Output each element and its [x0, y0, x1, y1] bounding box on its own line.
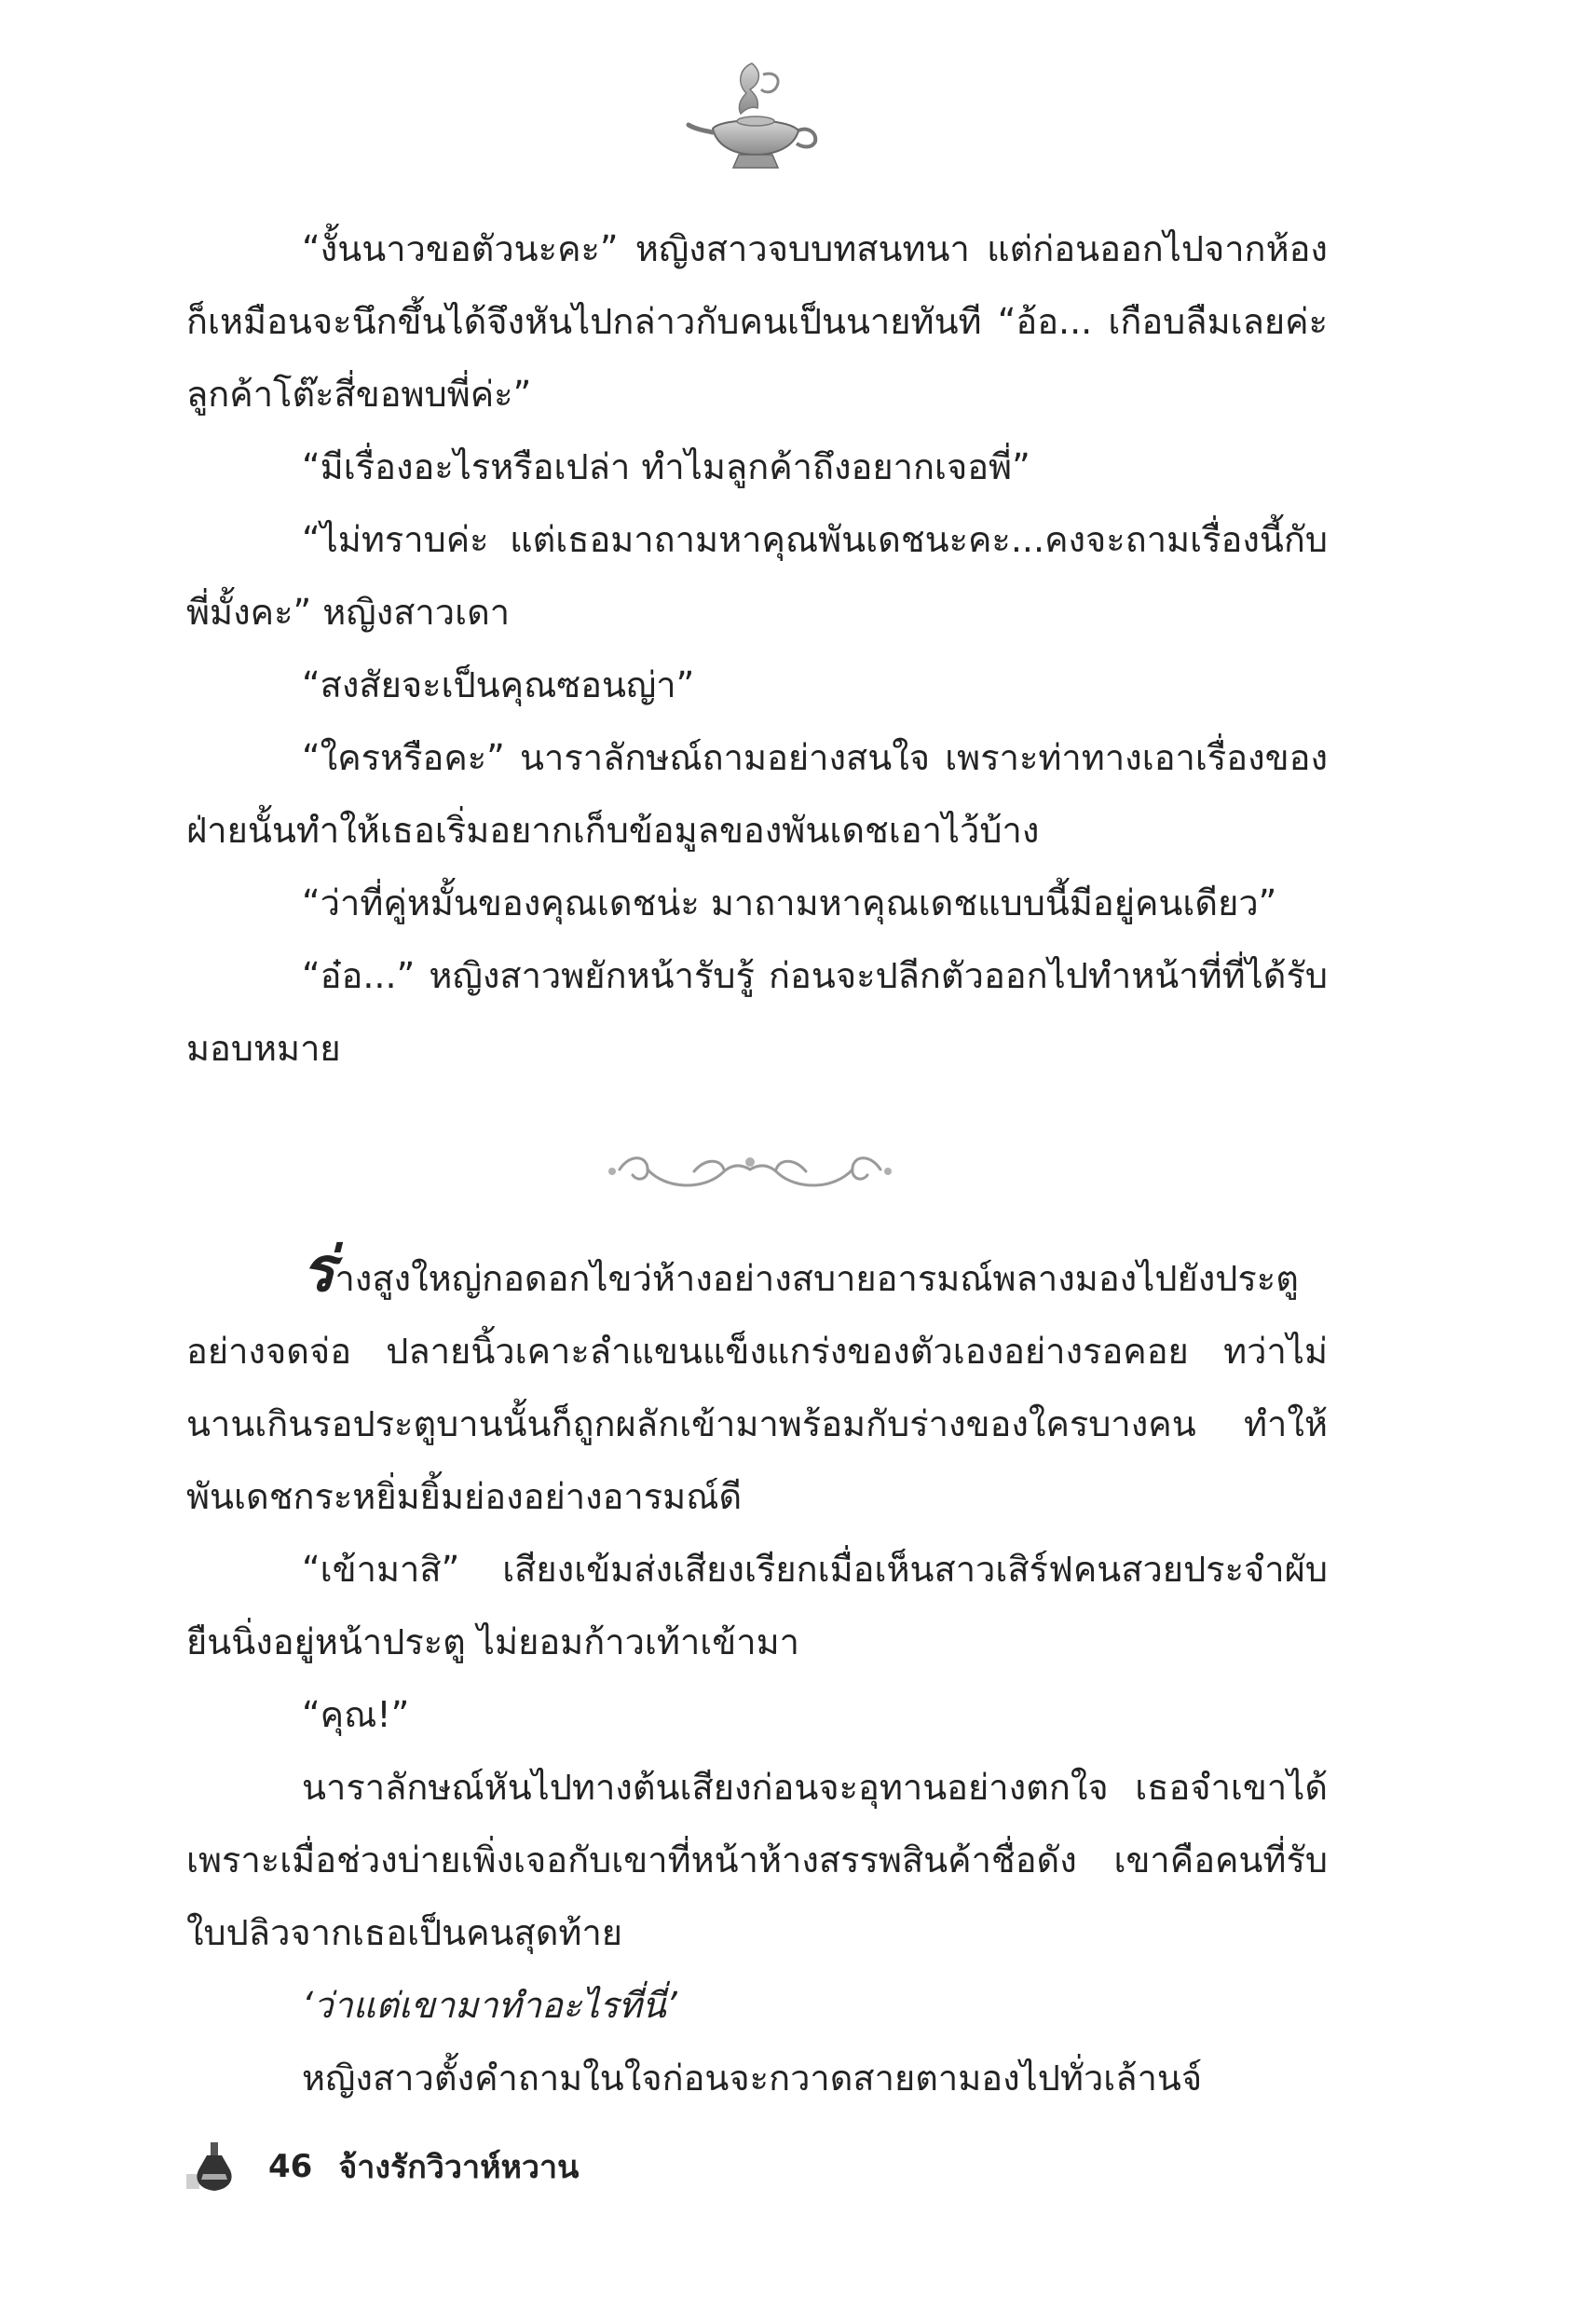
page-footer [186, 2139, 579, 2195]
paragraph-10: “คุณ!” [302, 1694, 410, 1735]
page-number: 46 [268, 2148, 313, 2185]
paragraph-3: “ไม่ทราบค่ะ แต่เธอมาถามหาคุณพันเดชนะคะ...คงจะถามเรื่องนี้กับพี่มั้งคะ” หญิงสาวเดา [186, 519, 1328, 633]
genie-lamp-ornament-icon [685, 56, 825, 177]
book-title: จ้างรักวิวาห์หวาน [338, 2149, 580, 2186]
dropcap-letter: ร่ [302, 1234, 335, 1306]
dropcap-paragraph [186, 1234, 1328, 1533]
section-two-text [186, 1234, 1328, 2114]
perfume-bottle-icon [186, 2139, 242, 2195]
section-one-text [186, 212, 1328, 1085]
paragraph-6: “ว่าที่คู่หมั้นของคุณเดชน่ะ มาถามหาคุณเดชแบบนี้มีอยู่คนเดียว” [302, 882, 1277, 923]
dropcap-paragraph-text: างสูงใหญ่กอดอกไขว่ห้างอย่างสบายอารมณ์พลางมองไปยังประตูอย่างจดจ่อ ปลายนิ้วเคาะลำแขนแข็งแกร่งของตัวเองอย่างรอคอย ทว่าไม่นานเกินรอประตูบานนั้นก็ถูกผลักเข้ามาพร้อมกับร่างของใครบางคน ทำให้พันเดชกระหยิ่มยิ้มย่องอย่างอารมณ์ดี [186, 1258, 1328, 1517]
flourish-divider-icon [601, 1142, 899, 1197]
paragraph-5: “ใครหรือคะ” นาราลักษณ์ถามอย่างสนใจ เพราะท่าทางเอาเรื่องของฝ่ายนั้นทำให้เธอเริ่มอยากเก็บข้อมูลของพันเดชเอาไว้บ้าง [186, 737, 1328, 851]
paragraph-2: “มีเรื่องอะไรหรือเปล่า ทำไมลูกค้าถึงอยากเจอพี่” [302, 446, 1030, 487]
paragraph-12: หญิงสาวตั้งคำถามในใจก่อนจะกวาดสายตามองไปทั่วเล้านจ์ [302, 2058, 1203, 2099]
paragraph-11: นาราลักษณ์หันไปทางต้นเสียงก่อนจะอุทานอย่างตกใจ เธอจำเขาได้ เพราะเมื่อช่วงบ่ายเพิ่งเจอกับเขาที่หน้าห้างสรรพสินค้าชื่อดัง เขาคือคนที่รับใบปลิวจากเธอเป็นคนสุดท้าย [186, 1767, 1328, 1953]
thought-line: ‘ว่าแต่เขามาทำอะไรที่นี่’ [302, 1985, 677, 2026]
paragraph-4: “สงสัยจะเป็นคุณซอนญ่า” [302, 664, 695, 705]
paragraph-7: “อ๋อ...” หญิงสาวพยักหน้ารับรู้ ก่อนจะปลีกตัวออกไปทำหน้าที่ที่ได้รับมอบหมาย [186, 955, 1328, 1069]
paragraph-9: “เข้ามาสิ” เสียงเข้มส่งเสียงเรียกเมื่อเห็นสาวเสิร์ฟคนสวยประจำผับยืนนิ่งอยู่หน้าประตู ไม่ยอมก้าวเท้าเข้ามา [186, 1549, 1328, 1662]
paragraph-1: “งั้นนาวขอตัวนะคะ” หญิงสาวจบบทสนทนา แต่ก่อนออกไปจากห้องก็เหมือนจะนึกขึ้นได้จึงหันไปกล่าวกับคนเป็นนายทันที “อ้อ... เกือบลืมเลยค่ะ ลูกค้าโต๊ะสี่ขอพบพี่ค่ะ” [186, 228, 1328, 415]
